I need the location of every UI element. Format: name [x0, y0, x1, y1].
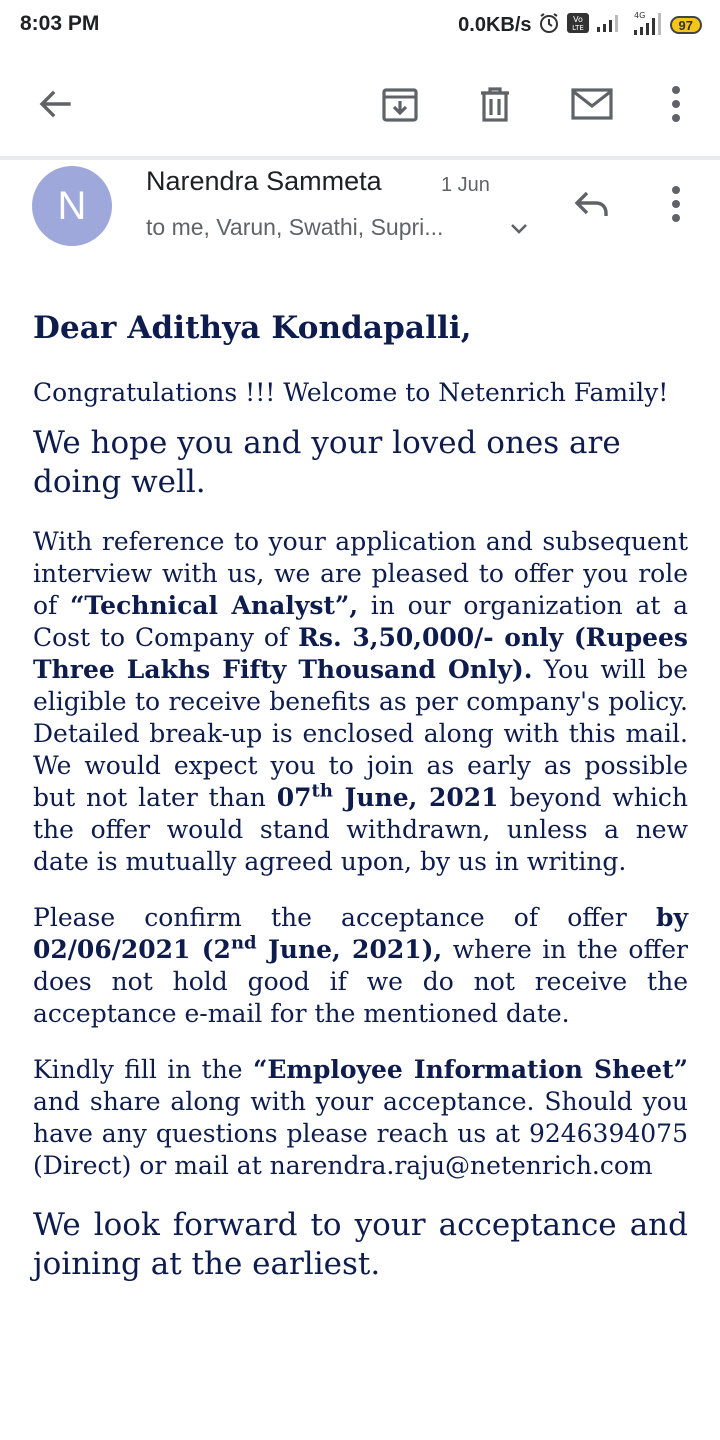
- info-text-2: and share along with your acceptance. Should you have any questions please reach us at 9246394075 (Direct) or mail at narendra.raju@netenrich.com: [33, 1086, 688, 1180]
- alarm-icon: [538, 12, 560, 39]
- status-bar: [0, 0, 720, 50]
- hope-line: We hope you and your loved ones are doing well.: [33, 424, 621, 500]
- offer-text-4: beyond which the offer would stand withdrawn, unless a new date is mutually agreed upon, by us in writing.: [33, 782, 688, 876]
- signal-icon: [596, 13, 622, 38]
- battery-level: 97: [678, 17, 693, 33]
- reply-button[interactable]: [568, 184, 616, 224]
- battery-icon: [670, 16, 702, 34]
- confirm-date: by 02/06/2021 (2: [33, 902, 688, 964]
- archive-button[interactable]: [376, 80, 424, 128]
- back-button[interactable]: [31, 80, 79, 128]
- mark-unread-button[interactable]: [568, 80, 616, 128]
- status-time: 8:03 PM: [20, 12, 100, 35]
- message-date: 1 Jun: [441, 174, 490, 196]
- avatar[interactable]: [32, 166, 112, 246]
- info-text-1: Kindly fill in the: [33, 1054, 243, 1084]
- more-options-button[interactable]: [652, 80, 700, 128]
- svg-text:LTE: LTE: [571, 23, 584, 32]
- delete-icon: [475, 84, 515, 124]
- offer-ctc: Rs. 3,50,000/- only (Rupees Three Lakhs Fifty Thousand Only).: [33, 622, 688, 684]
- archive-icon: [380, 84, 420, 124]
- delete-button[interactable]: [471, 80, 519, 128]
- status-icons: [458, 10, 702, 40]
- recipients-summary[interactable]: to me, Varun, Swathi, Supri...: [146, 214, 444, 240]
- more-vert-icon: [670, 184, 682, 224]
- email-toolbar: [0, 62, 720, 146]
- network-type-label: 4G: [633, 10, 645, 20]
- join-day-suffix: th: [311, 780, 333, 802]
- svg-text:Vo: Vo: [572, 14, 583, 24]
- join-date: [276, 780, 499, 812]
- toolbar-divider: [0, 156, 720, 160]
- more-vert-icon: [670, 84, 682, 124]
- confirm-date-suffix: nd: [230, 932, 257, 954]
- offer-text-1: With reference to your application and subsequent interview with us, we are pleased to offer you role of: [33, 526, 688, 620]
- chevron-down-icon[interactable]: [509, 222, 529, 241]
- closing-line: We look forward to your acceptance and joining at the earliest.: [33, 1206, 688, 1283]
- message-more-button[interactable]: [652, 182, 700, 226]
- volte-icon: [566, 12, 590, 39]
- offer-role: “Technical Analyst”,: [70, 590, 359, 620]
- reply-icon: [572, 188, 612, 220]
- offer-text-3: You will be eligible to receive benefits as per company's policy. Detailed break-up is enclosed along with this mail. We would expect you to join as early as possible but not later than: [33, 654, 688, 812]
- avatar-letter: N: [57, 183, 87, 228]
- info-sheet-name: “Employee Information Sheet”: [252, 1054, 688, 1084]
- confirm-date-rest: June, 2021),: [267, 934, 443, 964]
- mark-unread-icon: [570, 84, 614, 124]
- offer-paragraph: [33, 526, 688, 878]
- greeting: Dear Adithya Kondapalli,: [33, 310, 472, 346]
- confirm-text-2: where in the offer does not hold good if we do not receive the acceptance e-mail for the mentioned date.: [33, 934, 688, 1028]
- confirm-text-1: Please confirm the acceptance of offer: [33, 902, 627, 932]
- back-arrow-icon: [35, 84, 75, 124]
- congrats-line: Congratulations !!! Welcome to Netenrich Family!: [33, 378, 669, 408]
- net-speed: 0.0KB/s: [458, 13, 532, 36]
- sender-name[interactable]: Narendra Sammeta: [146, 166, 382, 196]
- message-header: [0, 162, 720, 262]
- offer-text-2: in our organization at a Cost to Company of: [33, 590, 689, 652]
- info-sheet-paragraph: [33, 1054, 688, 1182]
- join-day: 07: [276, 782, 312, 812]
- message-body: [33, 310, 688, 1285]
- join-month-year: June, 2021: [344, 782, 499, 812]
- signal-4g-icon: [628, 10, 664, 41]
- confirm-paragraph: [33, 902, 688, 1030]
